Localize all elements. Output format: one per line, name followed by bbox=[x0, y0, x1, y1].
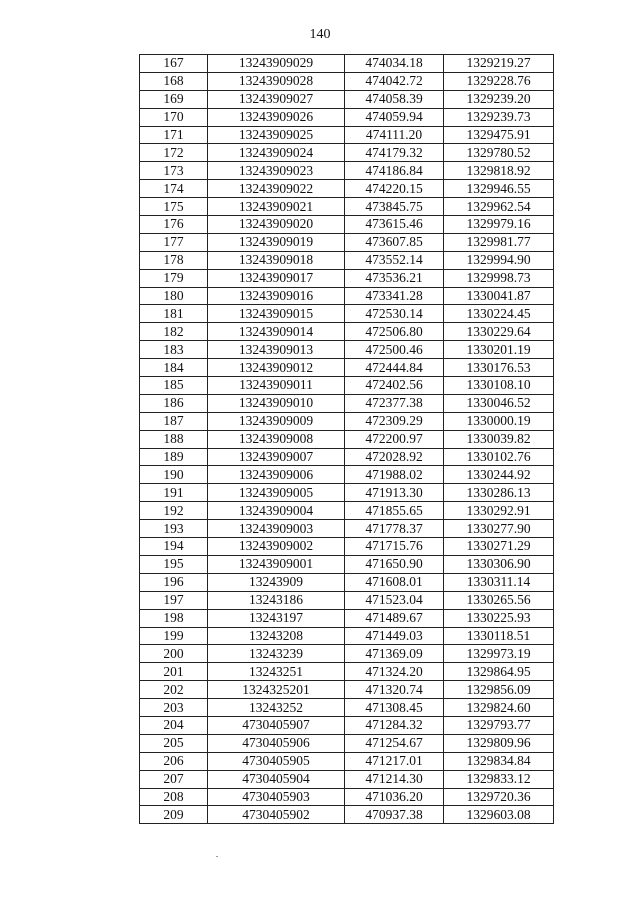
point-id-cell: 13243909029 bbox=[208, 55, 345, 73]
x-coordinate-cell: 472500.46 bbox=[345, 341, 444, 359]
table-row bbox=[140, 269, 554, 287]
point-number-cell: 182 bbox=[140, 323, 208, 341]
y-coordinate-cell: 1330277.90 bbox=[444, 520, 554, 538]
table-row bbox=[140, 573, 554, 591]
table-row bbox=[140, 287, 554, 305]
point-number-cell: 170 bbox=[140, 108, 208, 126]
point-id-cell: 13243909010 bbox=[208, 394, 345, 412]
x-coordinate-cell: 474111.20 bbox=[345, 126, 444, 144]
y-coordinate-cell: 1330286.13 bbox=[444, 484, 554, 502]
y-coordinate-cell: 1329818.92 bbox=[444, 162, 554, 180]
x-coordinate-cell: 472377.38 bbox=[345, 394, 444, 412]
point-number-cell: 190 bbox=[140, 466, 208, 484]
page-number: 140 bbox=[309, 27, 331, 42]
point-id-cell: 13243909003 bbox=[208, 520, 345, 538]
x-coordinate-cell: 471217.01 bbox=[345, 752, 444, 770]
point-number-cell: 172 bbox=[140, 144, 208, 162]
point-number-cell: 187 bbox=[140, 412, 208, 430]
point-number-cell: 191 bbox=[140, 484, 208, 502]
point-id-cell: 1324325201 bbox=[208, 681, 345, 699]
y-coordinate-cell: 1330311.14 bbox=[444, 573, 554, 591]
point-number-cell: 209 bbox=[140, 806, 208, 824]
point-number-cell: 192 bbox=[140, 502, 208, 520]
y-coordinate-cell: 1329228.76 bbox=[444, 72, 554, 90]
table-row bbox=[140, 538, 554, 556]
point-id-cell: 13243909028 bbox=[208, 72, 345, 90]
table-row bbox=[140, 162, 554, 180]
point-id-cell: 13243251 bbox=[208, 663, 345, 681]
point-number-cell: 178 bbox=[140, 251, 208, 269]
table-row bbox=[140, 699, 554, 717]
y-coordinate-cell: 1329833.12 bbox=[444, 770, 554, 788]
y-coordinate-cell: 1330229.64 bbox=[444, 323, 554, 341]
x-coordinate-cell: 472200.97 bbox=[345, 430, 444, 448]
point-id-cell: 13243909011 bbox=[208, 377, 345, 395]
table-row bbox=[140, 412, 554, 430]
point-number-cell: 206 bbox=[140, 752, 208, 770]
x-coordinate-cell: 471988.02 bbox=[345, 466, 444, 484]
table-row bbox=[140, 645, 554, 663]
table-row bbox=[140, 430, 554, 448]
point-number-cell: 176 bbox=[140, 216, 208, 234]
point-id-cell: 4730405902 bbox=[208, 806, 345, 824]
y-coordinate-cell: 1330039.82 bbox=[444, 430, 554, 448]
y-coordinate-cell: 1329809.96 bbox=[444, 734, 554, 752]
x-coordinate-cell: 471308.45 bbox=[345, 699, 444, 717]
point-number-cell: 202 bbox=[140, 681, 208, 699]
point-number-cell: 177 bbox=[140, 233, 208, 251]
y-coordinate-cell: 1329475.91 bbox=[444, 126, 554, 144]
point-number-cell: 185 bbox=[140, 377, 208, 395]
point-id-cell: 13243208 bbox=[208, 627, 345, 645]
x-coordinate-cell: 474220.15 bbox=[345, 180, 444, 198]
table-row bbox=[140, 394, 554, 412]
x-coordinate-cell: 474042.72 bbox=[345, 72, 444, 90]
point-id-cell: 13243909007 bbox=[208, 448, 345, 466]
x-coordinate-cell: 472530.14 bbox=[345, 305, 444, 323]
point-id-cell: 13243239 bbox=[208, 645, 345, 663]
x-coordinate-cell: 471489.67 bbox=[345, 609, 444, 627]
y-coordinate-cell: 1329219.27 bbox=[444, 55, 554, 73]
table-row bbox=[140, 555, 554, 573]
point-id-cell: 4730405903 bbox=[208, 788, 345, 806]
point-id-cell: 13243909005 bbox=[208, 484, 345, 502]
point-id-cell: 13243909017 bbox=[208, 269, 345, 287]
y-coordinate-cell: 1329864.95 bbox=[444, 663, 554, 681]
y-coordinate-cell: 1329973.19 bbox=[444, 645, 554, 663]
point-number-cell: 205 bbox=[140, 734, 208, 752]
x-coordinate-cell: 473845.75 bbox=[345, 198, 444, 216]
point-id-cell: 13243909001 bbox=[208, 555, 345, 573]
point-id-cell: 13243909014 bbox=[208, 323, 345, 341]
point-id-cell: 4730405907 bbox=[208, 716, 345, 734]
point-number-cell: 193 bbox=[140, 520, 208, 538]
y-coordinate-cell: 1329603.08 bbox=[444, 806, 554, 824]
point-number-cell: 194 bbox=[140, 538, 208, 556]
table-row bbox=[140, 681, 554, 699]
x-coordinate-cell: 473536.21 bbox=[345, 269, 444, 287]
x-coordinate-cell: 471320.74 bbox=[345, 681, 444, 699]
point-id-cell: 13243909024 bbox=[208, 144, 345, 162]
y-coordinate-cell: 1330000.19 bbox=[444, 412, 554, 430]
point-number-cell: 196 bbox=[140, 573, 208, 591]
y-coordinate-cell: 1329239.20 bbox=[444, 90, 554, 108]
point-number-cell: 169 bbox=[140, 90, 208, 108]
table-row bbox=[140, 126, 554, 144]
point-number-cell: 167 bbox=[140, 55, 208, 73]
y-coordinate-cell: 1330265.56 bbox=[444, 591, 554, 609]
x-coordinate-cell: 474059.94 bbox=[345, 108, 444, 126]
point-id-cell: 13243909018 bbox=[208, 251, 345, 269]
table-row bbox=[140, 520, 554, 538]
table-row bbox=[140, 251, 554, 269]
point-id-cell: 13243909026 bbox=[208, 108, 345, 126]
scan-speck bbox=[216, 856, 218, 857]
point-number-cell: 171 bbox=[140, 126, 208, 144]
point-id-cell: 4730405904 bbox=[208, 770, 345, 788]
point-id-cell: 13243909004 bbox=[208, 502, 345, 520]
y-coordinate-cell: 1330176.53 bbox=[444, 359, 554, 377]
table-body bbox=[140, 55, 554, 824]
point-number-cell: 203 bbox=[140, 699, 208, 717]
x-coordinate-cell: 471650.90 bbox=[345, 555, 444, 573]
point-id-cell: 13243909027 bbox=[208, 90, 345, 108]
table-row bbox=[140, 484, 554, 502]
table-row bbox=[140, 180, 554, 198]
y-coordinate-cell: 1329239.73 bbox=[444, 108, 554, 126]
table-row bbox=[140, 233, 554, 251]
y-coordinate-cell: 1330118.51 bbox=[444, 627, 554, 645]
table-row bbox=[140, 770, 554, 788]
y-coordinate-cell: 1330292.91 bbox=[444, 502, 554, 520]
point-number-cell: 180 bbox=[140, 287, 208, 305]
table-row bbox=[140, 734, 554, 752]
y-coordinate-cell: 1329780.52 bbox=[444, 144, 554, 162]
x-coordinate-cell: 471778.37 bbox=[345, 520, 444, 538]
point-number-cell: 201 bbox=[140, 663, 208, 681]
x-coordinate-cell: 471214.30 bbox=[345, 770, 444, 788]
y-coordinate-cell: 1329998.73 bbox=[444, 269, 554, 287]
y-coordinate-cell: 1329793.77 bbox=[444, 716, 554, 734]
table-row bbox=[140, 716, 554, 734]
point-id-cell: 13243909 bbox=[208, 573, 345, 591]
table-row bbox=[140, 108, 554, 126]
x-coordinate-cell: 471523.04 bbox=[345, 591, 444, 609]
table-row bbox=[140, 591, 554, 609]
point-number-cell: 199 bbox=[140, 627, 208, 645]
x-coordinate-cell: 471284.32 bbox=[345, 716, 444, 734]
table-row bbox=[140, 323, 554, 341]
x-coordinate-cell: 472309.29 bbox=[345, 412, 444, 430]
point-id-cell: 13243909025 bbox=[208, 126, 345, 144]
point-id-cell: 13243909012 bbox=[208, 359, 345, 377]
point-id-cell: 13243252 bbox=[208, 699, 345, 717]
y-coordinate-cell: 1329962.54 bbox=[444, 198, 554, 216]
point-number-cell: 179 bbox=[140, 269, 208, 287]
point-number-cell: 188 bbox=[140, 430, 208, 448]
y-coordinate-cell: 1330102.76 bbox=[444, 448, 554, 466]
point-id-cell: 4730405905 bbox=[208, 752, 345, 770]
x-coordinate-cell: 474186.84 bbox=[345, 162, 444, 180]
point-id-cell: 13243197 bbox=[208, 609, 345, 627]
point-id-cell: 13243186 bbox=[208, 591, 345, 609]
point-number-cell: 200 bbox=[140, 645, 208, 663]
point-id-cell: 13243909015 bbox=[208, 305, 345, 323]
point-id-cell: 13243909006 bbox=[208, 466, 345, 484]
point-number-cell: 175 bbox=[140, 198, 208, 216]
x-coordinate-cell: 473552.14 bbox=[345, 251, 444, 269]
table-row bbox=[140, 466, 554, 484]
table-row bbox=[140, 144, 554, 162]
point-number-cell: 186 bbox=[140, 394, 208, 412]
point-id-cell: 4730405906 bbox=[208, 734, 345, 752]
y-coordinate-cell: 1330201.19 bbox=[444, 341, 554, 359]
table-row bbox=[140, 72, 554, 90]
point-number-cell: 195 bbox=[140, 555, 208, 573]
point-number-cell: 197 bbox=[140, 591, 208, 609]
y-coordinate-cell: 1329834.84 bbox=[444, 752, 554, 770]
y-coordinate-cell: 1329824.60 bbox=[444, 699, 554, 717]
table-row bbox=[140, 341, 554, 359]
y-coordinate-cell: 1330041.87 bbox=[444, 287, 554, 305]
y-coordinate-cell: 1329946.55 bbox=[444, 180, 554, 198]
table-row bbox=[140, 448, 554, 466]
y-coordinate-cell: 1329979.16 bbox=[444, 216, 554, 234]
x-coordinate-cell: 471369.09 bbox=[345, 645, 444, 663]
x-coordinate-cell: 474034.18 bbox=[345, 55, 444, 73]
y-coordinate-cell: 1330225.93 bbox=[444, 609, 554, 627]
point-number-cell: 198 bbox=[140, 609, 208, 627]
table-row bbox=[140, 198, 554, 216]
x-coordinate-cell: 471324.20 bbox=[345, 663, 444, 681]
table-row bbox=[140, 502, 554, 520]
point-number-cell: 168 bbox=[140, 72, 208, 90]
x-coordinate-cell: 472402.56 bbox=[345, 377, 444, 395]
point-number-cell: 204 bbox=[140, 716, 208, 734]
table-row bbox=[140, 90, 554, 108]
x-coordinate-cell: 471036.20 bbox=[345, 788, 444, 806]
x-coordinate-cell: 471608.01 bbox=[345, 573, 444, 591]
point-number-cell: 189 bbox=[140, 448, 208, 466]
table-row bbox=[140, 663, 554, 681]
y-coordinate-cell: 1330271.29 bbox=[444, 538, 554, 556]
point-number-cell: 181 bbox=[140, 305, 208, 323]
table-row bbox=[140, 216, 554, 234]
y-coordinate-cell: 1330046.52 bbox=[444, 394, 554, 412]
x-coordinate-cell: 473615.46 bbox=[345, 216, 444, 234]
x-coordinate-cell: 474058.39 bbox=[345, 90, 444, 108]
table-row bbox=[140, 377, 554, 395]
x-coordinate-cell: 471715.76 bbox=[345, 538, 444, 556]
y-coordinate-cell: 1329856.09 bbox=[444, 681, 554, 699]
y-coordinate-cell: 1329720.36 bbox=[444, 788, 554, 806]
y-coordinate-cell: 1329994.90 bbox=[444, 251, 554, 269]
table-row bbox=[140, 359, 554, 377]
point-number-cell: 173 bbox=[140, 162, 208, 180]
y-coordinate-cell: 1330244.92 bbox=[444, 466, 554, 484]
x-coordinate-cell: 472506.80 bbox=[345, 323, 444, 341]
point-number-cell: 183 bbox=[140, 341, 208, 359]
table-row bbox=[140, 627, 554, 645]
point-id-cell: 13243909021 bbox=[208, 198, 345, 216]
table-row bbox=[140, 609, 554, 627]
y-coordinate-cell: 1330108.10 bbox=[444, 377, 554, 395]
point-id-cell: 13243909013 bbox=[208, 341, 345, 359]
point-id-cell: 13243909008 bbox=[208, 430, 345, 448]
y-coordinate-cell: 1329981.77 bbox=[444, 233, 554, 251]
point-id-cell: 13243909019 bbox=[208, 233, 345, 251]
x-coordinate-cell: 473341.28 bbox=[345, 287, 444, 305]
x-coordinate-cell: 472444.84 bbox=[345, 359, 444, 377]
x-coordinate-cell: 470937.38 bbox=[345, 806, 444, 824]
point-id-cell: 13243909002 bbox=[208, 538, 345, 556]
point-number-cell: 207 bbox=[140, 770, 208, 788]
point-id-cell: 13243909020 bbox=[208, 216, 345, 234]
point-id-cell: 13243909023 bbox=[208, 162, 345, 180]
x-coordinate-cell: 473607.85 bbox=[345, 233, 444, 251]
x-coordinate-cell: 471913.30 bbox=[345, 484, 444, 502]
table-row bbox=[140, 788, 554, 806]
table-row bbox=[140, 806, 554, 824]
table-row bbox=[140, 305, 554, 323]
y-coordinate-cell: 1330306.90 bbox=[444, 555, 554, 573]
coordinates-table bbox=[139, 54, 554, 824]
point-id-cell: 13243909009 bbox=[208, 412, 345, 430]
point-number-cell: 174 bbox=[140, 180, 208, 198]
point-id-cell: 13243909016 bbox=[208, 287, 345, 305]
point-number-cell: 184 bbox=[140, 359, 208, 377]
x-coordinate-cell: 471449.03 bbox=[345, 627, 444, 645]
point-id-cell: 13243909022 bbox=[208, 180, 345, 198]
point-number-cell: 208 bbox=[140, 788, 208, 806]
table-row bbox=[140, 752, 554, 770]
x-coordinate-cell: 472028.92 bbox=[345, 448, 444, 466]
y-coordinate-cell: 1330224.45 bbox=[444, 305, 554, 323]
table-row bbox=[140, 55, 554, 73]
x-coordinate-cell: 474179.32 bbox=[345, 144, 444, 162]
x-coordinate-cell: 471855.65 bbox=[345, 502, 444, 520]
x-coordinate-cell: 471254.67 bbox=[345, 734, 444, 752]
